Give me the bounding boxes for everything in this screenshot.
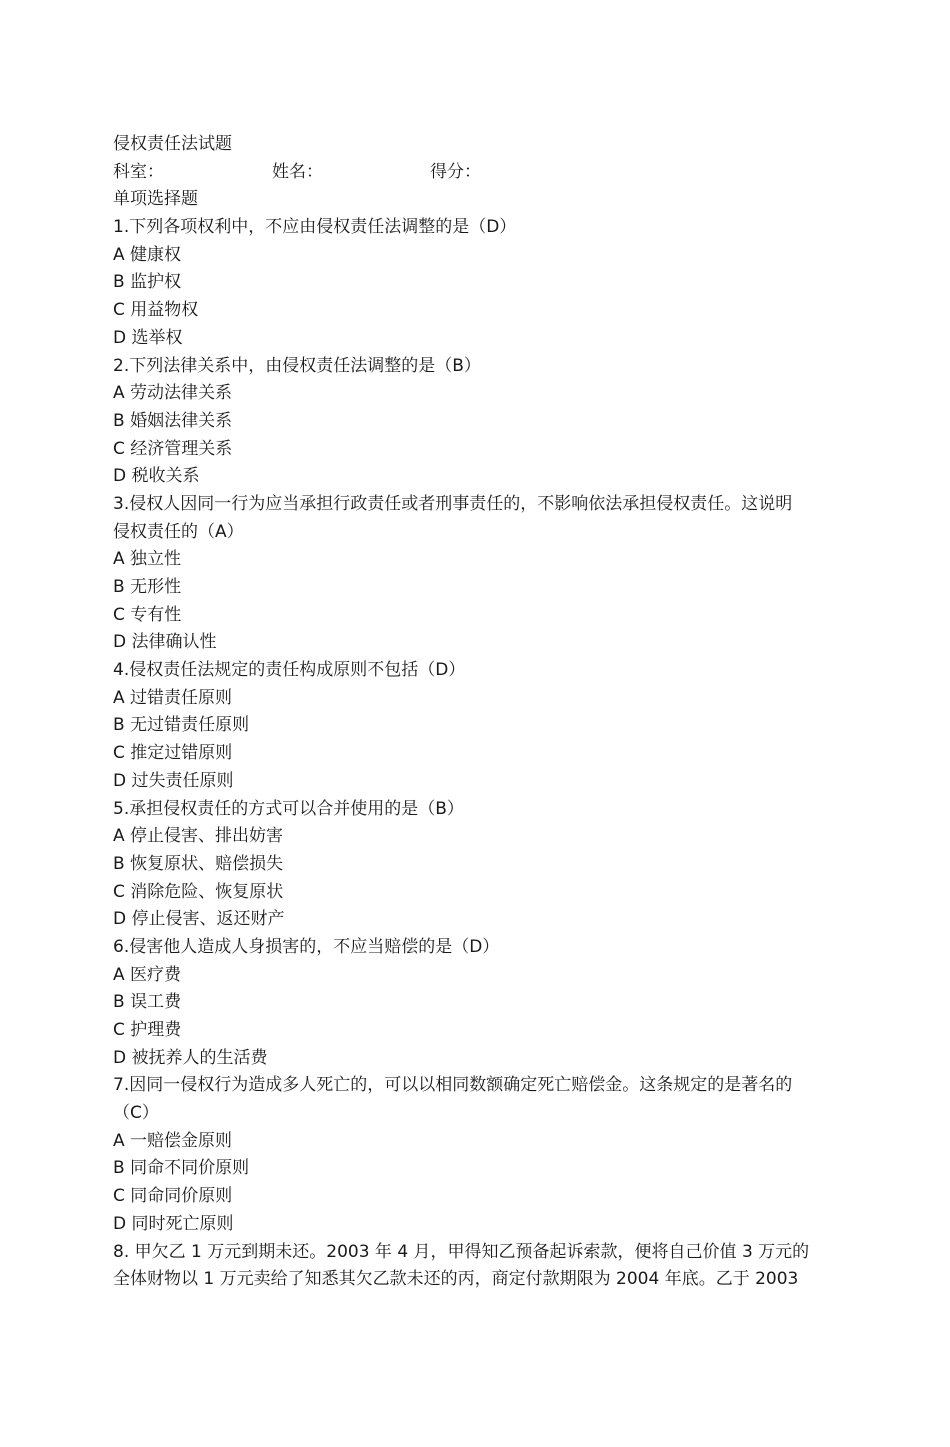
question-stem-line-2: 全体财物以 1 万元卖给了知悉其欠乙款未还的丙，商定付款期限为 2004 年底。乙于 2003 bbox=[113, 1269, 799, 1290]
question-stem: 1.下列各项权利中，不应由侵权责任法调整的是（D） bbox=[113, 217, 517, 238]
question-1 bbox=[113, 214, 863, 352]
question-4 bbox=[113, 657, 863, 795]
option-c: C 同命同价原则 bbox=[113, 1186, 233, 1207]
document-title: 侵权责任法试题 bbox=[113, 134, 232, 154]
option-c: C 经济管理关系 bbox=[113, 438, 233, 459]
option-d: D 被抚养人的生活费 bbox=[113, 1047, 268, 1068]
option-b: B 误工费 bbox=[113, 992, 182, 1013]
option-c: C 专有性 bbox=[113, 604, 182, 625]
document-page bbox=[113, 131, 863, 1294]
option-c: C 护理费 bbox=[113, 1020, 182, 1040]
question-stem-line-2: （C） bbox=[113, 1103, 159, 1124]
option-d: D 税收关系 bbox=[113, 466, 200, 487]
option-a: A 过错责任原则 bbox=[113, 687, 233, 708]
option-a: A 医疗费 bbox=[113, 964, 182, 985]
option-a: A 一赔偿金原则 bbox=[113, 1130, 233, 1151]
option-b: B 婚姻法律关系 bbox=[113, 410, 233, 431]
option-b: B 无过错责任原则 bbox=[113, 715, 250, 736]
question-6 bbox=[113, 934, 863, 1072]
option-a: A 停止侵害、排出妨害 bbox=[113, 826, 284, 847]
question-7 bbox=[113, 1072, 863, 1238]
department-label: 科室： bbox=[113, 161, 164, 182]
option-a: A 独立性 bbox=[113, 549, 182, 570]
question-stem-line-1: 8. 甲欠乙 1 万元到期未还。2003 年 4 月，甲得知乙预备起诉索款，便将自己价值 3 万元的 bbox=[113, 1241, 810, 1262]
option-b: B 同命不同价原则 bbox=[113, 1158, 250, 1179]
option-b: B 无形性 bbox=[113, 577, 182, 597]
name-label: 姓名： bbox=[272, 161, 323, 182]
question-3 bbox=[113, 491, 863, 657]
question-stem: 6.侵害他人造成人身损害的，不应当赔偿的是（D） bbox=[113, 936, 500, 957]
option-d: D 停止侵害、返还财产 bbox=[113, 909, 285, 930]
option-d: D 同时死亡原则 bbox=[113, 1213, 234, 1234]
option-c: C 消除危险、恢复原状 bbox=[113, 881, 284, 902]
section-title: 单项选择题 bbox=[113, 189, 198, 210]
option-d: D 过失责任原则 bbox=[113, 770, 234, 791]
option-a: A 健康权 bbox=[113, 244, 182, 265]
option-b: B 监护权 bbox=[113, 272, 182, 293]
question-5 bbox=[113, 796, 863, 934]
question-stem-line-2: 侵权责任的（A） bbox=[113, 521, 244, 542]
question-stem-line-1: 3.侵权人因同一行为应当承担行政责任或者刑事责任的，不影响依法承担侵权责任。这说明 bbox=[113, 493, 793, 514]
option-a: A 劳动法律关系 bbox=[113, 383, 233, 404]
question-stem: 2.下列法律关系中，由侵权责任法调整的是（B） bbox=[113, 355, 481, 376]
question-8 bbox=[113, 1239, 863, 1294]
question-stem: 4.侵权责任法规定的责任构成原则不包括（D） bbox=[113, 660, 466, 681]
score-label: 得分： bbox=[430, 161, 481, 182]
option-c: C 用益物权 bbox=[113, 300, 199, 321]
exam-header bbox=[113, 159, 863, 187]
option-d: D 法律确认性 bbox=[113, 632, 217, 653]
question-stem: 5.承担侵权责任的方式可以合并使用的是（B） bbox=[113, 798, 464, 819]
option-b: B 恢复原状、赔偿损失 bbox=[113, 853, 284, 874]
question-2 bbox=[113, 353, 863, 491]
question-stem-line-1: 7.因同一侵权行为造成多人死亡的，可以以相同数额确定死亡赔偿金。这条规定的是著名的 bbox=[113, 1075, 793, 1096]
option-c: C 推定过错原则 bbox=[113, 743, 233, 764]
option-d: D 选举权 bbox=[113, 327, 183, 348]
